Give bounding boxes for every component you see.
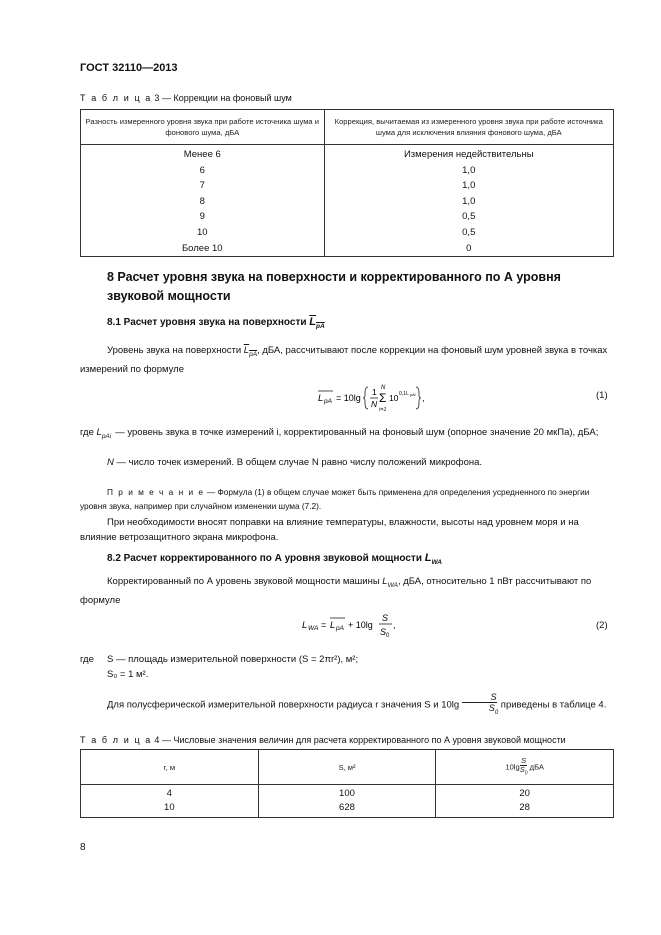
svg-text:Σ: Σ	[379, 391, 387, 405]
table3-cell: Более 10	[81, 241, 325, 257]
svg-text:pA: pA	[324, 398, 332, 405]
inline-symbol	[244, 345, 257, 356]
svg-text:= 10lg: = 10lg	[336, 393, 361, 403]
sub82-paragraph-2	[80, 692, 614, 718]
table3-header-col1: Разность измеренного уровня звука при работе источника шума и фонового шума, дБА	[81, 110, 325, 145]
sub81-note	[80, 485, 614, 513]
symbol-sub: WA	[387, 582, 398, 589]
symbol-sub: WA	[431, 559, 442, 566]
table4-header-col3: 10lg $\frac{S}{S_0}$ дБА	[436, 750, 614, 785]
table4-header-col3-unit: дБА	[529, 762, 544, 771]
table4-cell: 10	[81, 801, 259, 818]
table4-cell: 4	[81, 785, 259, 802]
svg-text:+ 10lg: + 10lg	[348, 620, 373, 630]
inline-fraction: $\frac{S}{S_0}$	[462, 692, 498, 718]
svg-text:1: 1	[372, 387, 377, 397]
table4-header-col2: S, м²	[258, 750, 436, 785]
table3-caption-num: 3	[154, 93, 160, 103]
sub81-symbol	[309, 316, 324, 328]
def-text: — уровень звука в точке измерений i, корректированный на фоновый шум (опорное значение 20 мкПа), дБА;	[115, 427, 599, 438]
sub81-def2	[107, 455, 614, 470]
table3-cell: Менее 6	[81, 145, 325, 163]
formula-1-number: (1)	[596, 390, 608, 401]
svg-text:S: S	[380, 627, 387, 637]
table3-cell: 7	[81, 178, 325, 194]
svg-text:0: 0	[386, 633, 390, 639]
svg-text:,: ,	[393, 620, 396, 630]
def-symbol-sub: pAi	[101, 433, 112, 440]
svg-text:L: L	[330, 620, 336, 631]
sub81-paragraph	[80, 343, 614, 377]
table3-cell: 8	[81, 194, 325, 210]
document-header: ГОСТ 32110—2013	[80, 62, 178, 74]
svg-text:10: 10	[389, 393, 399, 403]
svg-text:pA: pA	[336, 625, 344, 632]
sub82-paragraph	[80, 574, 614, 608]
svg-text:0,1L: 0,1L	[399, 391, 409, 397]
formula-2	[300, 607, 400, 646]
symbol-sub: pA	[316, 323, 325, 330]
table4-caption-num: 4	[154, 735, 160, 745]
table4-caption	[80, 735, 566, 745]
sub81-def1: где $L_{pAi}$ — уровень звука в точке измерений i, корректированный на фоновый шум (опорное значение 20 мкПа), дБА;	[80, 425, 614, 444]
table3-cell: 0,5	[324, 209, 613, 225]
svg-text:L: L	[302, 620, 308, 631]
table3-caption	[80, 93, 292, 103]
sub82-where: где	[80, 654, 94, 665]
svg-text:L: L	[318, 393, 324, 404]
symbol-letter: L	[309, 316, 316, 328]
svg-text:pAi: pAi	[410, 393, 416, 397]
table4-cell: 100	[258, 785, 436, 802]
sub81-title-text: 8.1 Расчет уровня звука на поверхности	[107, 317, 307, 328]
para-text: , дБА, рассчитывают после коррекции на фоновый шум уровней звука в точках измерений по формуле	[80, 345, 608, 375]
table4-cell: 628	[258, 801, 436, 818]
para-text: , дБА, относительно 1 пВт рассчитывают по формуле	[80, 576, 592, 606]
table4-caption-prefix: Т а б л и ц а	[80, 735, 152, 745]
symbol-letter: L	[243, 345, 250, 356]
def-text: — число точек измерений. В общем случае N равно числу положений микрофона.	[116, 457, 483, 468]
table4-cell: 28	[436, 801, 614, 818]
section8-title: 8 Расчет уровня звука на поверхности и корректированного по А уровня звуковой мощности	[107, 270, 561, 303]
symbol-letter: L	[382, 576, 388, 587]
svg-text:N: N	[371, 399, 378, 409]
formula-1-graphic	[316, 381, 436, 415]
note-text: — Формула (1) в общем случае может быть применена для определения усредненного по энергии уровня звука, например при случайном изменении шума (7.2).	[80, 487, 590, 511]
sub82-def2: S₀ = 1 м².	[107, 669, 149, 680]
page-number: 8	[80, 842, 86, 853]
svg-text:i=1: i=1	[379, 407, 387, 413]
table4-caption-text: — Числовые значения величин для расчета корректированного по А уровня звуковой мощности	[161, 735, 566, 745]
sub82-def1: S — площадь измерительной поверхности (S = 2πr²), м²;	[107, 654, 359, 665]
sub82-title-text: 8.2 Расчет корректированного по А уровня звуковой мощности	[107, 553, 422, 564]
table3-cell: 0	[324, 241, 613, 257]
def-symbol: N	[107, 457, 114, 468]
sub81-title	[107, 316, 325, 330]
table3	[80, 109, 614, 257]
table3-cell: 1,0	[324, 194, 613, 210]
table3-header-col2: Коррекция, вычитаемая из измеренного уровня звука при работе источника шума для исключения влияния фонового шума, дБА	[324, 110, 613, 145]
svg-text:S: S	[382, 613, 389, 623]
formula-2-graphic	[300, 607, 400, 641]
table3-cell: 9	[81, 209, 325, 225]
symbol-letter: L	[424, 552, 432, 564]
table4-header-col1: r, м	[81, 750, 259, 785]
sub82-symbol	[425, 552, 442, 564]
formula-1	[316, 381, 436, 420]
sub81-paragraph-2: При необходимости вносят поправки на влияние температуры, влажности, высоты над уровнем моря и на влияние ветрозащитного экрана микрофона.	[80, 517, 579, 543]
table3-caption-prefix: Т а б л и ц а	[80, 93, 152, 103]
table4	[80, 749, 614, 818]
sub82-title	[107, 552, 442, 566]
para-text: Уровень звука на поверхности	[107, 345, 242, 356]
formula-2-number: (2)	[596, 620, 608, 631]
table3-cell: 0,5	[324, 225, 613, 241]
note-label: П р и м е ч а н и е	[107, 487, 205, 497]
table3-cell: 1,0	[324, 178, 613, 194]
inline-symbol	[382, 576, 398, 587]
para-text: приведены в таблице 4.	[500, 699, 607, 711]
table3-cell: 6	[81, 163, 325, 179]
svg-text:=: =	[321, 620, 327, 630]
table3-cell: 1,0	[324, 163, 613, 179]
svg-text:WA: WA	[308, 625, 319, 632]
table3-cell: 10	[81, 225, 325, 241]
svg-text:,: ,	[422, 393, 425, 403]
para-text: Корректированный по А уровень звуковой мощности машины	[107, 576, 380, 587]
para-text: Для полусферической измерительной поверхности радиуса r значения S и 10lg	[107, 699, 460, 711]
symbol-sub: pA	[249, 351, 258, 358]
def-symbol: L	[96, 427, 102, 438]
svg-text:N: N	[381, 385, 386, 391]
table3-cell: Измерения недействительны	[324, 145, 613, 163]
table3-caption-text: — Коррекции на фоновый шум	[161, 93, 292, 103]
table4-cell: 20	[436, 785, 614, 802]
